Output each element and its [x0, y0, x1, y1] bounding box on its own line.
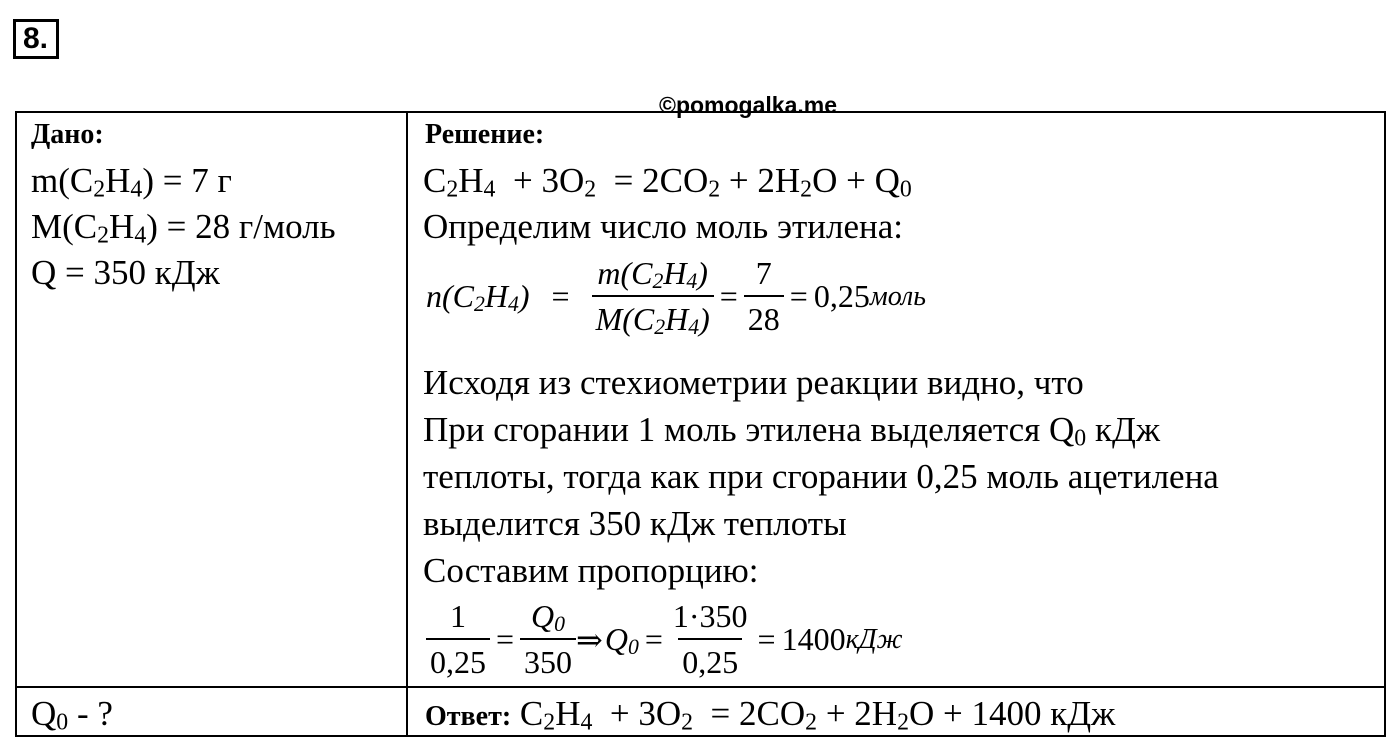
given-mass: $m(C_2H_4) = 7$ г: [31, 161, 232, 203]
eq2-result: 1400: [781, 621, 846, 657]
eq2-unit: кДж: [845, 623, 903, 655]
burning-text: При сгорании 1 моль этилена выделяется $Q_0$ кДж: [423, 410, 1161, 452]
eq2-equals-1: =: [496, 621, 515, 657]
given-heading: Дано:: [31, 119, 104, 150]
answer-label: Ответ:: [425, 701, 512, 732]
eq2-implies-arrow: ⇒: [576, 621, 603, 658]
eq2-fraction-1: $\frac{1}{0,25}$: [426, 598, 490, 681]
table-bottom-border: [15, 735, 1386, 737]
eq1-fraction-numeric: $\frac{7}{28}$: [744, 255, 784, 338]
eq1-result: 0,25: [813, 278, 870, 314]
proportion-equation: [426, 598, 903, 681]
moles-equation: [426, 255, 926, 338]
problem-number: 8.: [13, 19, 59, 59]
eq1-lhs: $n(C_2H_4)$: [426, 278, 530, 316]
table-left-border: [15, 111, 17, 737]
eq2-fraction-3: $\frac{1\cdot 350}{0,25}$: [672, 598, 748, 680]
solution-heading: Решение:: [425, 119, 545, 150]
table-divider: [15, 686, 1386, 688]
eq1-unit: моль: [869, 280, 926, 312]
table-middle-border: [406, 111, 408, 737]
release-text: выделится 350 кДж теплоты: [423, 504, 847, 543]
eq2-equals-2: =: [644, 621, 663, 657]
proportion-text: Составим пропорцию:: [423, 551, 759, 590]
define-moles-text: Определим число моль этилена:: [423, 207, 904, 246]
eq1-fraction-mass: $\frac{m(C_2H_4)}{M(C_2H_4)}$: [592, 255, 714, 338]
given-molar-mass: $M(C_2H_4) = 28$ г/моль: [31, 207, 336, 249]
eq2-equals-3: =: [757, 621, 776, 657]
reaction-equation: $C_2H_4 + 3O_2 = 2CO_2 + 2H_2O + Q_0$: [423, 161, 912, 203]
table-right-border: [1384, 111, 1386, 737]
eq1-equals-3: =: [789, 278, 808, 314]
answer-line: Ответ: $C_2H_4 + 3O_2 = 2CO_2 + 2H_2O + 1400$ кДж: [425, 694, 1116, 736]
eq1-equals: =: [551, 278, 570, 314]
given-heat: Q = 350 кДж: [31, 253, 220, 292]
eq2-fraction-2: $\frac{Q_0}{350}$: [520, 598, 576, 681]
stoichiometry-text: Исходя из стехиометрии реакции видно, что: [423, 363, 1084, 402]
find-q0: $Q_0$ - ?: [31, 694, 113, 736]
heat-text: теплоты, тогда как при сгорании 0,25 моль ацетилена: [423, 457, 1219, 496]
eq1-equals-2: =: [719, 278, 738, 314]
watermark: ©pomogalka.me: [659, 92, 837, 118]
eq2-q0: $Q_0$: [604, 621, 639, 659]
